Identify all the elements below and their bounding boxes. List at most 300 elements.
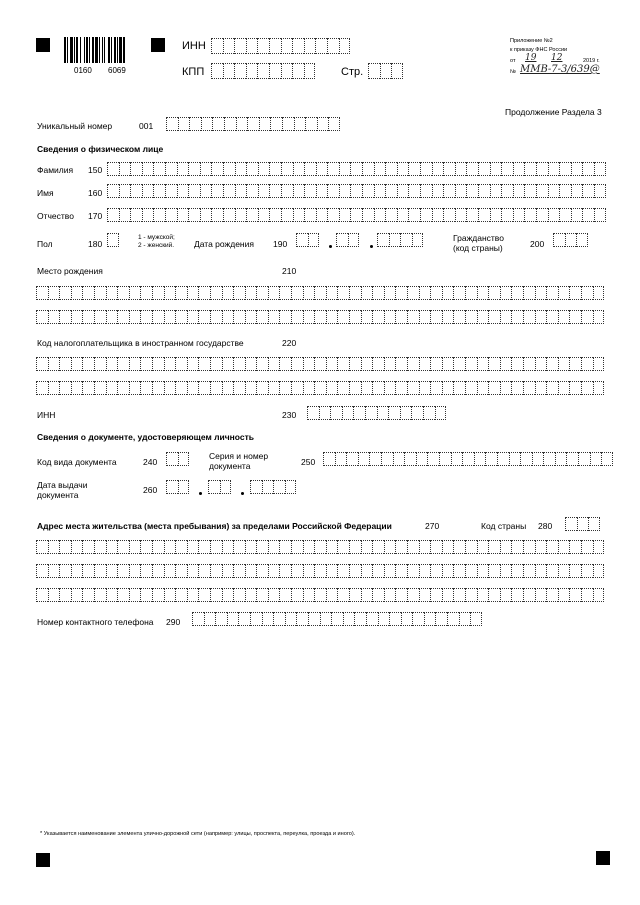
- input-cell[interactable]: [291, 540, 303, 554]
- input-cell[interactable]: [535, 357, 547, 371]
- input-cell[interactable]: [412, 612, 424, 626]
- input-cell[interactable]: [372, 540, 384, 554]
- birthdate-month-field[interactable]: [336, 233, 359, 247]
- input-cell[interactable]: [361, 357, 373, 371]
- input-cell[interactable]: [48, 381, 60, 395]
- input-cell[interactable]: [82, 540, 94, 554]
- input-cell[interactable]: [117, 540, 129, 554]
- input-cell[interactable]: [165, 184, 177, 198]
- input-cell[interactable]: [256, 588, 268, 602]
- input-cell[interactable]: [94, 540, 106, 554]
- input-cell[interactable]: [198, 588, 210, 602]
- input-cell[interactable]: [372, 310, 384, 324]
- input-cell[interactable]: [384, 381, 396, 395]
- input-cell[interactable]: [453, 564, 465, 578]
- input-cell[interactable]: [106, 286, 118, 300]
- input-cell[interactable]: [36, 381, 48, 395]
- input-cell[interactable]: [211, 162, 223, 176]
- input-cell[interactable]: [569, 357, 581, 371]
- input-cell[interactable]: [565, 233, 577, 247]
- patronymic-field[interactable]: [107, 208, 606, 222]
- input-cell[interactable]: [455, 162, 467, 176]
- input-cell[interactable]: [558, 310, 570, 324]
- header-inn-field[interactable]: [211, 38, 350, 54]
- input-cell[interactable]: [59, 588, 71, 602]
- input-cell[interactable]: [337, 588, 349, 602]
- input-cell[interactable]: [222, 357, 234, 371]
- input-cell[interactable]: [523, 564, 535, 578]
- input-cell[interactable]: [82, 286, 94, 300]
- input-cell[interactable]: [559, 162, 571, 176]
- input-cell[interactable]: [259, 117, 271, 131]
- input-cell[interactable]: [165, 162, 177, 176]
- input-cell[interactable]: [569, 286, 581, 300]
- input-cell[interactable]: [164, 310, 176, 324]
- input-cell[interactable]: [490, 208, 502, 222]
- input-cell[interactable]: [395, 540, 407, 554]
- input-cell[interactable]: [465, 286, 477, 300]
- input-cell[interactable]: [292, 63, 304, 79]
- input-cell[interactable]: [262, 480, 274, 494]
- input-cell[interactable]: [94, 564, 106, 578]
- input-cell[interactable]: [36, 540, 48, 554]
- input-cell[interactable]: [308, 233, 320, 247]
- input-cell[interactable]: [558, 588, 570, 602]
- input-cell[interactable]: [500, 286, 512, 300]
- input-cell[interactable]: [198, 286, 210, 300]
- name-field[interactable]: [107, 184, 606, 198]
- input-cell[interactable]: [500, 357, 512, 371]
- input-cell[interactable]: [401, 612, 413, 626]
- input-cell[interactable]: [59, 310, 71, 324]
- input-cell[interactable]: [513, 162, 525, 176]
- input-cell[interactable]: [293, 208, 305, 222]
- input-cell[interactable]: [408, 162, 420, 176]
- input-cell[interactable]: [581, 540, 593, 554]
- input-cell[interactable]: [152, 310, 164, 324]
- input-cell[interactable]: [198, 381, 210, 395]
- address-field-row-2[interactable]: [36, 564, 604, 578]
- input-cell[interactable]: [339, 184, 351, 198]
- surname-field[interactable]: [107, 162, 606, 176]
- input-cell[interactable]: [535, 588, 547, 602]
- input-cell[interactable]: [71, 286, 83, 300]
- input-cell[interactable]: [291, 286, 303, 300]
- input-cell[interactable]: [372, 564, 384, 578]
- input-cell[interactable]: [281, 184, 293, 198]
- input-cell[interactable]: [412, 233, 424, 247]
- input-cell[interactable]: [411, 406, 423, 420]
- input-cell[interactable]: [291, 381, 303, 395]
- input-cell[interactable]: [465, 310, 477, 324]
- input-cell[interactable]: [36, 310, 48, 324]
- input-cell[interactable]: [269, 184, 281, 198]
- input-cell[interactable]: [187, 310, 199, 324]
- input-cell[interactable]: [152, 540, 164, 554]
- input-cell[interactable]: [439, 452, 451, 466]
- input-cell[interactable]: [234, 38, 246, 54]
- input-cell[interactable]: [558, 564, 570, 578]
- input-cell[interactable]: [465, 588, 477, 602]
- input-cell[interactable]: [407, 540, 419, 554]
- input-cell[interactable]: [142, 184, 154, 198]
- input-cell[interactable]: [543, 452, 555, 466]
- input-cell[interactable]: [442, 381, 454, 395]
- input-cell[interactable]: [443, 162, 455, 176]
- input-cell[interactable]: [384, 540, 396, 554]
- input-cell[interactable]: [395, 381, 407, 395]
- input-cell[interactable]: [366, 612, 378, 626]
- input-cell[interactable]: [119, 184, 131, 198]
- input-cell[interactable]: [198, 357, 210, 371]
- input-cell[interactable]: [569, 540, 581, 554]
- input-cell[interactable]: [427, 452, 439, 466]
- input-cell[interactable]: [455, 184, 467, 198]
- input-cell[interactable]: [523, 310, 535, 324]
- input-cell[interactable]: [536, 208, 548, 222]
- input-cell[interactable]: [245, 357, 257, 371]
- input-cell[interactable]: [130, 208, 142, 222]
- input-cell[interactable]: [513, 208, 525, 222]
- input-cell[interactable]: [511, 310, 523, 324]
- input-cell[interactable]: [178, 452, 190, 466]
- input-cell[interactable]: [314, 564, 326, 578]
- input-cell[interactable]: [569, 310, 581, 324]
- input-cell[interactable]: [511, 381, 523, 395]
- input-cell[interactable]: [304, 63, 316, 79]
- input-cell[interactable]: [326, 381, 338, 395]
- input-cell[interactable]: [349, 540, 361, 554]
- input-cell[interactable]: [175, 286, 187, 300]
- input-cell[interactable]: [222, 286, 234, 300]
- input-cell[interactable]: [400, 233, 412, 247]
- input-cell[interactable]: [94, 286, 106, 300]
- address-field-row-1[interactable]: [36, 540, 604, 554]
- input-cell[interactable]: [432, 208, 444, 222]
- input-cell[interactable]: [71, 357, 83, 371]
- input-cell[interactable]: [337, 564, 349, 578]
- input-cell[interactable]: [210, 357, 222, 371]
- input-cell[interactable]: [523, 286, 535, 300]
- input-cell[interactable]: [198, 540, 210, 554]
- input-cell[interactable]: [500, 564, 512, 578]
- input-cell[interactable]: [500, 310, 512, 324]
- input-cell[interactable]: [71, 381, 83, 395]
- input-cell[interactable]: [268, 286, 280, 300]
- unique-number-field[interactable]: [166, 117, 340, 131]
- input-cell[interactable]: [164, 286, 176, 300]
- input-cell[interactable]: [388, 406, 400, 420]
- input-cell[interactable]: [256, 540, 268, 554]
- birthplace-field-row-2[interactable]: [36, 310, 604, 324]
- input-cell[interactable]: [245, 540, 257, 554]
- input-cell[interactable]: [451, 452, 463, 466]
- input-cell[interactable]: [389, 233, 401, 247]
- input-cell[interactable]: [130, 162, 142, 176]
- input-cell[interactable]: [256, 357, 268, 371]
- birthdate-day-field[interactable]: [296, 233, 319, 247]
- input-cell[interactable]: [500, 381, 512, 395]
- input-cell[interactable]: [478, 162, 490, 176]
- input-cell[interactable]: [223, 38, 235, 54]
- input-cell[interactable]: [129, 564, 141, 578]
- input-cell[interactable]: [407, 381, 419, 395]
- input-cell[interactable]: [559, 184, 571, 198]
- input-cell[interactable]: [211, 63, 223, 79]
- input-cell[interactable]: [354, 612, 366, 626]
- input-cell[interactable]: [200, 162, 212, 176]
- input-cell[interactable]: [477, 357, 489, 371]
- input-cell[interactable]: [152, 286, 164, 300]
- input-cell[interactable]: [238, 612, 250, 626]
- input-cell[interactable]: [304, 184, 316, 198]
- input-cell[interactable]: [546, 286, 558, 300]
- input-cell[interactable]: [453, 381, 465, 395]
- input-cell[interactable]: [177, 162, 189, 176]
- input-cell[interactable]: [593, 310, 605, 324]
- input-cell[interactable]: [200, 184, 212, 198]
- input-cell[interactable]: [256, 564, 268, 578]
- input-cell[interactable]: [187, 286, 199, 300]
- input-cell[interactable]: [215, 612, 227, 626]
- input-cell[interactable]: [548, 162, 560, 176]
- input-cell[interactable]: [353, 406, 365, 420]
- input-cell[interactable]: [546, 310, 558, 324]
- input-cell[interactable]: [581, 310, 593, 324]
- input-cell[interactable]: [535, 286, 547, 300]
- input-cell[interactable]: [82, 310, 94, 324]
- input-cell[interactable]: [466, 208, 478, 222]
- input-cell[interactable]: [593, 286, 605, 300]
- input-cell[interactable]: [304, 162, 316, 176]
- input-cell[interactable]: [164, 357, 176, 371]
- input-cell[interactable]: [48, 286, 60, 300]
- input-cell[interactable]: [211, 208, 223, 222]
- input-cell[interactable]: [372, 588, 384, 602]
- input-cell[interactable]: [107, 162, 119, 176]
- input-cell[interactable]: [328, 117, 340, 131]
- input-cell[interactable]: [235, 184, 247, 198]
- input-cell[interactable]: [532, 452, 544, 466]
- input-cell[interactable]: [511, 564, 523, 578]
- input-cell[interactable]: [393, 452, 405, 466]
- input-cell[interactable]: [117, 564, 129, 578]
- input-cell[interactable]: [395, 286, 407, 300]
- input-cell[interactable]: [578, 452, 590, 466]
- input-cell[interactable]: [192, 612, 204, 626]
- input-cell[interactable]: [536, 184, 548, 198]
- phone-field[interactable]: [192, 612, 482, 626]
- input-cell[interactable]: [385, 184, 397, 198]
- input-cell[interactable]: [189, 117, 201, 131]
- input-cell[interactable]: [164, 540, 176, 554]
- input-cell[interactable]: [210, 540, 222, 554]
- input-cell[interactable]: [233, 564, 245, 578]
- input-cell[interactable]: [593, 357, 605, 371]
- input-cell[interactable]: [524, 162, 536, 176]
- input-cell[interactable]: [303, 286, 315, 300]
- input-cell[interactable]: [175, 588, 187, 602]
- input-cell[interactable]: [361, 286, 373, 300]
- input-cell[interactable]: [442, 564, 454, 578]
- input-cell[interactable]: [268, 588, 280, 602]
- input-cell[interactable]: [304, 38, 316, 54]
- input-cell[interactable]: [247, 117, 259, 131]
- input-cell[interactable]: [220, 480, 232, 494]
- input-cell[interactable]: [581, 286, 593, 300]
- input-cell[interactable]: [188, 208, 200, 222]
- input-cell[interactable]: [281, 63, 293, 79]
- input-cell[interactable]: [442, 286, 454, 300]
- input-cell[interactable]: [500, 588, 512, 602]
- input-cell[interactable]: [385, 162, 397, 176]
- input-cell[interactable]: [553, 233, 565, 247]
- input-cell[interactable]: [48, 564, 60, 578]
- input-cell[interactable]: [152, 564, 164, 578]
- document-series-field[interactable]: [323, 452, 613, 466]
- address-field-row-3[interactable]: [36, 588, 604, 602]
- input-cell[interactable]: [430, 286, 442, 300]
- input-cell[interactable]: [488, 381, 500, 395]
- input-cell[interactable]: [257, 63, 269, 79]
- input-cell[interactable]: [166, 480, 178, 494]
- input-cell[interactable]: [82, 588, 94, 602]
- input-cell[interactable]: [593, 381, 605, 395]
- input-cell[interactable]: [246, 162, 258, 176]
- input-cell[interactable]: [281, 208, 293, 222]
- input-cell[interactable]: [326, 310, 338, 324]
- input-cell[interactable]: [535, 310, 547, 324]
- input-cell[interactable]: [303, 564, 315, 578]
- input-cell[interactable]: [343, 612, 355, 626]
- input-cell[interactable]: [594, 184, 606, 198]
- input-cell[interactable]: [501, 208, 513, 222]
- input-cell[interactable]: [408, 184, 420, 198]
- input-cell[interactable]: [246, 63, 258, 79]
- input-cell[interactable]: [558, 381, 570, 395]
- input-cell[interactable]: [474, 452, 486, 466]
- input-cell[interactable]: [391, 63, 403, 79]
- input-cell[interactable]: [377, 233, 389, 247]
- input-cell[interactable]: [223, 162, 235, 176]
- input-cell[interactable]: [233, 310, 245, 324]
- input-cell[interactable]: [524, 184, 536, 198]
- input-cell[interactable]: [223, 184, 235, 198]
- input-cell[interactable]: [292, 38, 304, 54]
- input-cell[interactable]: [349, 564, 361, 578]
- input-cell[interactable]: [210, 564, 222, 578]
- input-cell[interactable]: [106, 564, 118, 578]
- input-cell[interactable]: [430, 540, 442, 554]
- input-cell[interactable]: [466, 162, 478, 176]
- input-cell[interactable]: [569, 588, 581, 602]
- header-kpp-field[interactable]: [211, 63, 315, 79]
- input-cell[interactable]: [488, 540, 500, 554]
- input-cell[interactable]: [178, 480, 190, 494]
- input-cell[interactable]: [268, 310, 280, 324]
- birthplace-field-row-1[interactable]: [36, 286, 604, 300]
- input-cell[interactable]: [153, 184, 165, 198]
- input-cell[interactable]: [361, 564, 373, 578]
- input-cell[interactable]: [223, 208, 235, 222]
- input-cell[interactable]: [546, 588, 558, 602]
- input-cell[interactable]: [523, 540, 535, 554]
- input-cell[interactable]: [258, 208, 270, 222]
- input-cell[interactable]: [187, 540, 199, 554]
- document-issue-day-field[interactable]: [166, 480, 189, 494]
- input-cell[interactable]: [82, 357, 94, 371]
- input-cell[interactable]: [304, 208, 316, 222]
- input-cell[interactable]: [303, 357, 315, 371]
- input-cell[interactable]: [246, 38, 258, 54]
- input-cell[interactable]: [320, 612, 332, 626]
- input-cell[interactable]: [314, 588, 326, 602]
- input-cell[interactable]: [337, 381, 349, 395]
- input-cell[interactable]: [576, 233, 588, 247]
- input-cell[interactable]: [582, 208, 594, 222]
- input-cell[interactable]: [546, 357, 558, 371]
- input-cell[interactable]: [358, 452, 370, 466]
- input-cell[interactable]: [407, 286, 419, 300]
- input-cell[interactable]: [337, 357, 349, 371]
- input-cell[interactable]: [106, 381, 118, 395]
- input-cell[interactable]: [362, 162, 374, 176]
- input-cell[interactable]: [326, 564, 338, 578]
- input-cell[interactable]: [569, 564, 581, 578]
- input-cell[interactable]: [210, 310, 222, 324]
- input-cell[interactable]: [165, 208, 177, 222]
- input-cell[interactable]: [314, 381, 326, 395]
- input-cell[interactable]: [571, 184, 583, 198]
- input-cell[interactable]: [187, 357, 199, 371]
- input-cell[interactable]: [490, 184, 502, 198]
- input-cell[interactable]: [227, 612, 239, 626]
- input-cell[interactable]: [511, 540, 523, 554]
- input-cell[interactable]: [535, 540, 547, 554]
- input-cell[interactable]: [477, 588, 489, 602]
- input-cell[interactable]: [346, 452, 358, 466]
- input-cell[interactable]: [129, 286, 141, 300]
- input-cell[interactable]: [222, 564, 234, 578]
- input-cell[interactable]: [477, 381, 489, 395]
- input-cell[interactable]: [153, 162, 165, 176]
- input-cell[interactable]: [175, 310, 187, 324]
- input-cell[interactable]: [187, 381, 199, 395]
- input-cell[interactable]: [511, 286, 523, 300]
- input-cell[interactable]: [374, 184, 386, 198]
- input-cell[interactable]: [268, 357, 280, 371]
- input-cell[interactable]: [269, 208, 281, 222]
- input-cell[interactable]: [384, 564, 396, 578]
- input-cell[interactable]: [178, 117, 190, 131]
- input-cell[interactable]: [188, 184, 200, 198]
- input-cell[interactable]: [442, 588, 454, 602]
- input-cell[interactable]: [327, 184, 339, 198]
- input-cell[interactable]: [424, 612, 436, 626]
- input-cell[interactable]: [152, 588, 164, 602]
- input-cell[interactable]: [279, 381, 291, 395]
- input-cell[interactable]: [546, 540, 558, 554]
- document-issue-month-field[interactable]: [208, 480, 231, 494]
- input-cell[interactable]: [559, 208, 571, 222]
- input-cell[interactable]: [269, 38, 281, 54]
- input-cell[interactable]: [590, 452, 602, 466]
- input-cell[interactable]: [166, 117, 178, 131]
- input-cell[interactable]: [201, 117, 213, 131]
- birthdate-year-field[interactable]: [377, 233, 423, 247]
- input-cell[interactable]: [548, 184, 560, 198]
- person-inn-field[interactable]: [307, 406, 446, 420]
